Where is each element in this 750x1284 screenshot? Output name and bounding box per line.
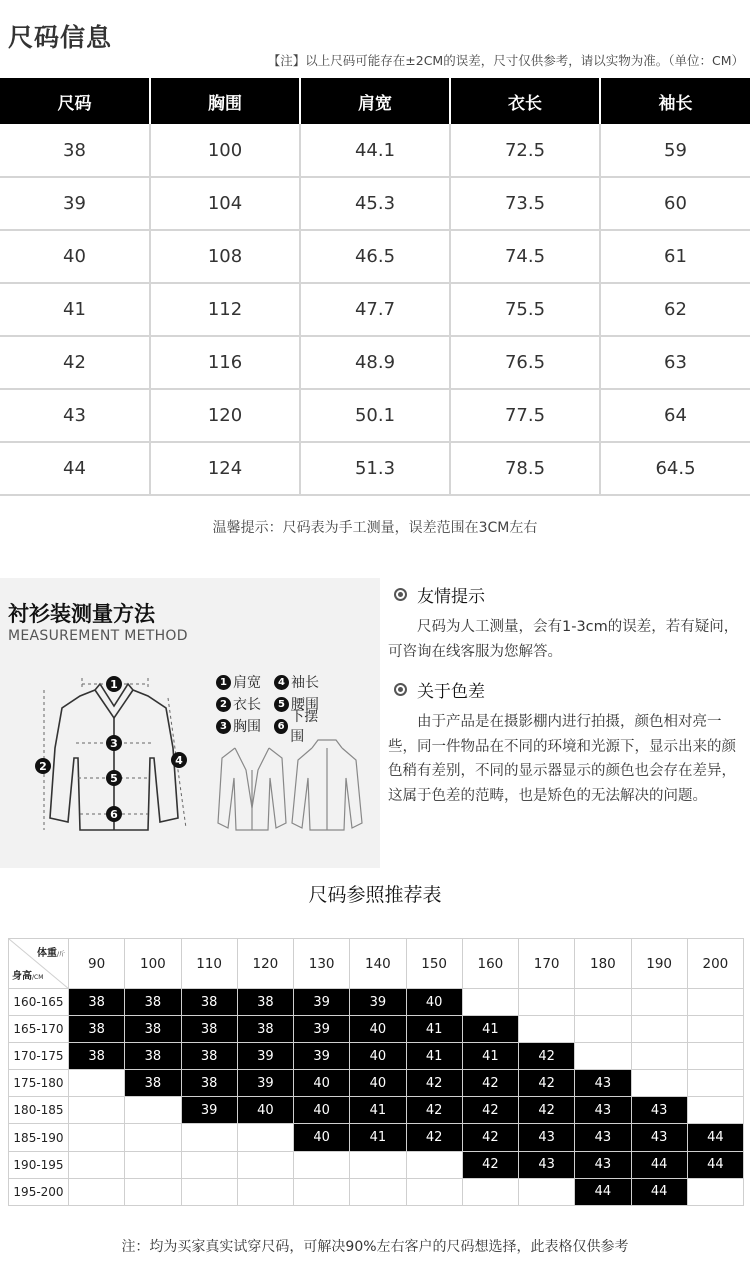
recommended-size-cell: 40 (294, 1124, 350, 1151)
empty-cell (575, 1016, 631, 1043)
footer-note: 注：均为买家真实试穿尺码，可解决90%左右客户的尺码想选择，此表格仅供参考 (121, 1239, 629, 1255)
table-cell: 47.7 (300, 283, 450, 336)
color-diff-text: 由于产品是在摄影棚内进行拍摄，颜色相对亮一些，同一件物品在不同的环境和光源下，显示出来的颜色稍有差别，不同的显示器显示的颜色也会存在差异，这属于色差的范畴，也是矫色的无法解决的问题。 (388, 714, 736, 804)
recommended-size-cell: 42 (406, 1097, 462, 1124)
recommended-size-cell: 43 (575, 1151, 631, 1178)
recommended-size-cell: 38 (125, 1043, 181, 1070)
height-range: 160-165 (9, 989, 69, 1016)
weight-unit: /斤 (56, 951, 65, 958)
height-label: 身高 (12, 971, 32, 982)
table-row (0, 230, 750, 283)
recommended-size-cell: 43 (519, 1124, 575, 1151)
bullet-icon (394, 683, 407, 696)
table-cell: 120 (150, 389, 300, 442)
size-table-header (0, 78, 750, 124)
legend-chest: 胸围 (233, 719, 261, 735)
height-row (9, 1178, 744, 1205)
weight-header: 140 (350, 939, 406, 989)
table-row (0, 336, 750, 389)
empty-cell (631, 1070, 687, 1097)
recommended-size-cell: 44 (687, 1124, 743, 1151)
empty-cell (687, 989, 743, 1016)
table-cell: 38 (0, 124, 150, 177)
empty-cell (181, 1151, 237, 1178)
empty-cell (69, 1178, 125, 1205)
legend-hem: 下摆围 (290, 709, 319, 745)
recommended-size-cell: 42 (519, 1070, 575, 1097)
column-header: 袖长 (600, 78, 750, 124)
jacket-sketch (292, 740, 362, 830)
height-row (9, 1043, 744, 1070)
weight-header: 90 (69, 939, 125, 989)
recommended-size-cell: 38 (237, 1016, 293, 1043)
empty-cell (125, 1097, 181, 1124)
table-cell: 78.5 (450, 442, 600, 495)
column-header: 肩宽 (300, 78, 450, 124)
height-range: 175-180 (9, 1070, 69, 1097)
suit-sketch (218, 748, 286, 830)
empty-cell (237, 1178, 293, 1205)
table-cell: 100 (150, 124, 300, 177)
friendly-tip-text: 尺码为人工测量，会有1-3cm的误差，若有疑问，可咨询在线客服为您解答。 (388, 619, 739, 660)
marker-3: 3 (110, 737, 118, 750)
empty-cell (69, 1151, 125, 1178)
weight-header: 100 (125, 939, 181, 989)
recommended-size-cell: 42 (462, 1151, 518, 1178)
recommended-size-cell: 42 (406, 1124, 462, 1151)
recommended-size-cell: 42 (519, 1097, 575, 1124)
recommended-size-cell: 38 (125, 1070, 181, 1097)
recommended-size-cell: 43 (631, 1097, 687, 1124)
recommended-size-cell: 43 (575, 1097, 631, 1124)
recommended-size-cell: 44 (575, 1178, 631, 1205)
measurement-method-panel (0, 578, 380, 868)
height-unit: /CM (32, 974, 44, 981)
marker-1: 1 (110, 678, 118, 691)
recommended-size-cell: 40 (406, 989, 462, 1016)
empty-cell (631, 1016, 687, 1043)
legend-length: 衣长 (233, 697, 261, 713)
empty-cell (237, 1124, 293, 1151)
marker-4: 4 (175, 754, 183, 767)
recommended-size-cell: 41 (462, 1043, 518, 1070)
table-cell: 104 (150, 177, 300, 230)
table-cell: 50.1 (300, 389, 450, 442)
recommended-size-cell: 42 (462, 1097, 518, 1124)
recommended-size-cell: 42 (519, 1043, 575, 1070)
table-cell: 72.5 (450, 124, 600, 177)
empty-cell (519, 1178, 575, 1205)
table-cell: 112 (150, 283, 300, 336)
empty-cell (125, 1124, 181, 1151)
empty-cell (687, 1097, 743, 1124)
empty-cell (69, 1070, 125, 1097)
marker-6: 6 (110, 808, 118, 821)
table-cell: 43 (0, 389, 150, 442)
height-row (9, 1151, 744, 1178)
weight-header-row (9, 939, 744, 989)
empty-cell (687, 1016, 743, 1043)
table-cell: 51.3 (300, 442, 450, 495)
table-cell: 46.5 (300, 230, 450, 283)
recommended-size-cell: 38 (69, 1043, 125, 1070)
column-header: 尺码 (0, 78, 150, 124)
table-cell: 45.3 (300, 177, 450, 230)
empty-cell (631, 989, 687, 1016)
empty-cell (687, 1070, 743, 1097)
table-cell: 77.5 (450, 389, 600, 442)
recommended-size-cell: 38 (181, 1070, 237, 1097)
recommended-size-cell: 39 (350, 989, 406, 1016)
height-row (9, 989, 744, 1016)
table-cell: 124 (150, 442, 300, 495)
table-cell: 44.1 (300, 124, 450, 177)
column-header: 胸围 (150, 78, 300, 124)
recommended-size-cell: 43 (575, 1070, 631, 1097)
table-cell: 61 (600, 230, 750, 283)
weight-label: 体重 (36, 948, 57, 959)
height-row (9, 1124, 744, 1151)
marker-5: 5 (110, 772, 118, 785)
recommended-size-cell: 39 (294, 1016, 350, 1043)
color-diff-heading (394, 677, 740, 702)
empty-cell (575, 989, 631, 1016)
recommended-size-cell: 40 (350, 1016, 406, 1043)
height-range: 190-195 (9, 1151, 69, 1178)
table-cell: 60 (600, 177, 750, 230)
recommended-size-cell: 39 (237, 1070, 293, 1097)
recommended-size-cell: 42 (462, 1070, 518, 1097)
table-cell: 116 (150, 336, 300, 389)
measurement-tip: 温馨提示：尺码表为手工测量，误差范围在3CM左右 (212, 520, 538, 536)
recommended-size-cell: 43 (519, 1151, 575, 1178)
measurement-markers (35, 676, 187, 822)
recommended-size-cell: 38 (125, 989, 181, 1016)
height-row (9, 1097, 744, 1124)
recommended-size-cell: 38 (181, 1043, 237, 1070)
recommended-size-cell: 43 (575, 1124, 631, 1151)
measurement-legend: 1 肩宽 4 袖长 2 衣长 5 腰围 3 胸围 6 下摆围 (216, 671, 332, 737)
legend-sleeve: 袖长 (291, 675, 319, 691)
size-recommendation-table (8, 938, 744, 1206)
table-cell: 44 (0, 442, 150, 495)
measurement-note: 【注】以上尺码可能存在±2CM的误差，尺寸仅供参考，请以实物为准。（单位：CM） (267, 53, 744, 68)
empty-cell (519, 989, 575, 1016)
recommended-size-cell: 38 (237, 989, 293, 1016)
recommend-title: 尺码参照推荐表 (308, 884, 442, 906)
table-cell: 41 (0, 283, 150, 336)
recommended-size-cell: 44 (631, 1178, 687, 1205)
empty-cell (125, 1151, 181, 1178)
table-cell: 40 (0, 230, 150, 283)
empty-cell (687, 1178, 743, 1205)
table-cell: 64 (600, 389, 750, 442)
height-range: 185-190 (9, 1124, 69, 1151)
recommended-size-cell: 41 (462, 1016, 518, 1043)
empty-cell (181, 1178, 237, 1205)
recommended-size-cell: 40 (294, 1070, 350, 1097)
empty-cell (350, 1178, 406, 1205)
height-range: 165-170 (9, 1016, 69, 1043)
recommended-size-cell: 41 (406, 1016, 462, 1043)
recommended-size-cell: 39 (294, 1043, 350, 1070)
recommended-size-cell: 40 (294, 1097, 350, 1124)
height-range: 180-185 (9, 1097, 69, 1124)
recommended-size-cell: 40 (350, 1043, 406, 1070)
table-row (0, 442, 750, 495)
color-diff-title: 关于色差 (417, 682, 485, 702)
legend-shoulder: 肩宽 (233, 675, 261, 691)
weight-header: 150 (406, 939, 462, 989)
table-row (0, 177, 750, 230)
empty-cell (237, 1151, 293, 1178)
empty-cell (406, 1178, 462, 1205)
weight-header: 180 (575, 939, 631, 989)
recommended-size-cell: 38 (125, 1016, 181, 1043)
empty-cell (406, 1151, 462, 1178)
empty-cell (575, 1043, 631, 1070)
recommended-size-cell: 44 (687, 1151, 743, 1178)
table-cell: 59 (600, 124, 750, 177)
weight-header: 130 (294, 939, 350, 989)
empty-cell (125, 1178, 181, 1205)
table-cell: 73.5 (450, 177, 600, 230)
recommended-size-cell: 38 (69, 989, 125, 1016)
empty-cell (631, 1043, 687, 1070)
recommended-size-cell: 44 (631, 1151, 687, 1178)
recommended-size-cell: 38 (69, 1016, 125, 1043)
table-cell: 63 (600, 336, 750, 389)
height-range: 195-200 (9, 1178, 69, 1205)
recommended-size-cell: 38 (181, 1016, 237, 1043)
empty-cell (462, 989, 518, 1016)
recommended-size-cell: 38 (181, 989, 237, 1016)
measurement-subtitle: MEASUREMENT METHOD (8, 628, 188, 644)
legend-waist: 腰围 (291, 697, 319, 713)
recommended-size-cell: 42 (462, 1124, 518, 1151)
recommended-size-cell: 39 (294, 989, 350, 1016)
empty-cell (687, 1043, 743, 1070)
empty-cell (519, 1016, 575, 1043)
weight-header: 120 (237, 939, 293, 989)
table-cell: 39 (0, 177, 150, 230)
friendly-tip-heading (394, 582, 740, 607)
recommended-size-cell: 40 (237, 1097, 293, 1124)
recommended-size-cell: 40 (350, 1070, 406, 1097)
corner-cell (9, 939, 69, 989)
table-row (0, 283, 750, 336)
marker-2: 2 (39, 760, 47, 773)
weight-header: 160 (462, 939, 518, 989)
table-cell: 108 (150, 230, 300, 283)
bullet-icon (394, 588, 407, 601)
recommended-size-cell: 41 (350, 1097, 406, 1124)
friendly-tip-title: 友情提示 (417, 587, 485, 607)
weight-header: 190 (631, 939, 687, 989)
weight-header: 170 (519, 939, 575, 989)
recommended-size-cell: 41 (350, 1124, 406, 1151)
weight-header: 110 (181, 939, 237, 989)
empty-cell (181, 1124, 237, 1151)
table-cell: 62 (600, 283, 750, 336)
empty-cell (69, 1097, 125, 1124)
table-row (0, 124, 750, 177)
empty-cell (350, 1151, 406, 1178)
size-table (0, 78, 750, 496)
measurement-title: 衬衫装测量方法 (8, 602, 155, 626)
empty-cell (462, 1178, 518, 1205)
height-range: 170-175 (9, 1043, 69, 1070)
page-title: 尺码信息 (8, 23, 113, 52)
column-header: 衣长 (450, 78, 600, 124)
empty-cell (69, 1124, 125, 1151)
recommended-size-cell: 39 (181, 1097, 237, 1124)
table-row (0, 389, 750, 442)
table-cell: 74.5 (450, 230, 600, 283)
empty-cell (294, 1151, 350, 1178)
weight-header: 200 (687, 939, 743, 989)
empty-cell (294, 1178, 350, 1205)
table-cell: 76.5 (450, 336, 600, 389)
recommended-size-cell: 42 (406, 1070, 462, 1097)
table-cell: 42 (0, 336, 150, 389)
table-cell: 75.5 (450, 283, 600, 336)
height-row (9, 1070, 744, 1097)
table-cell: 64.5 (600, 442, 750, 495)
info-panel (388, 578, 740, 808)
recommended-size-cell: 39 (237, 1043, 293, 1070)
height-row (9, 1016, 744, 1043)
recommended-size-cell: 41 (406, 1043, 462, 1070)
recommended-size-cell: 43 (631, 1124, 687, 1151)
table-cell: 48.9 (300, 336, 450, 389)
